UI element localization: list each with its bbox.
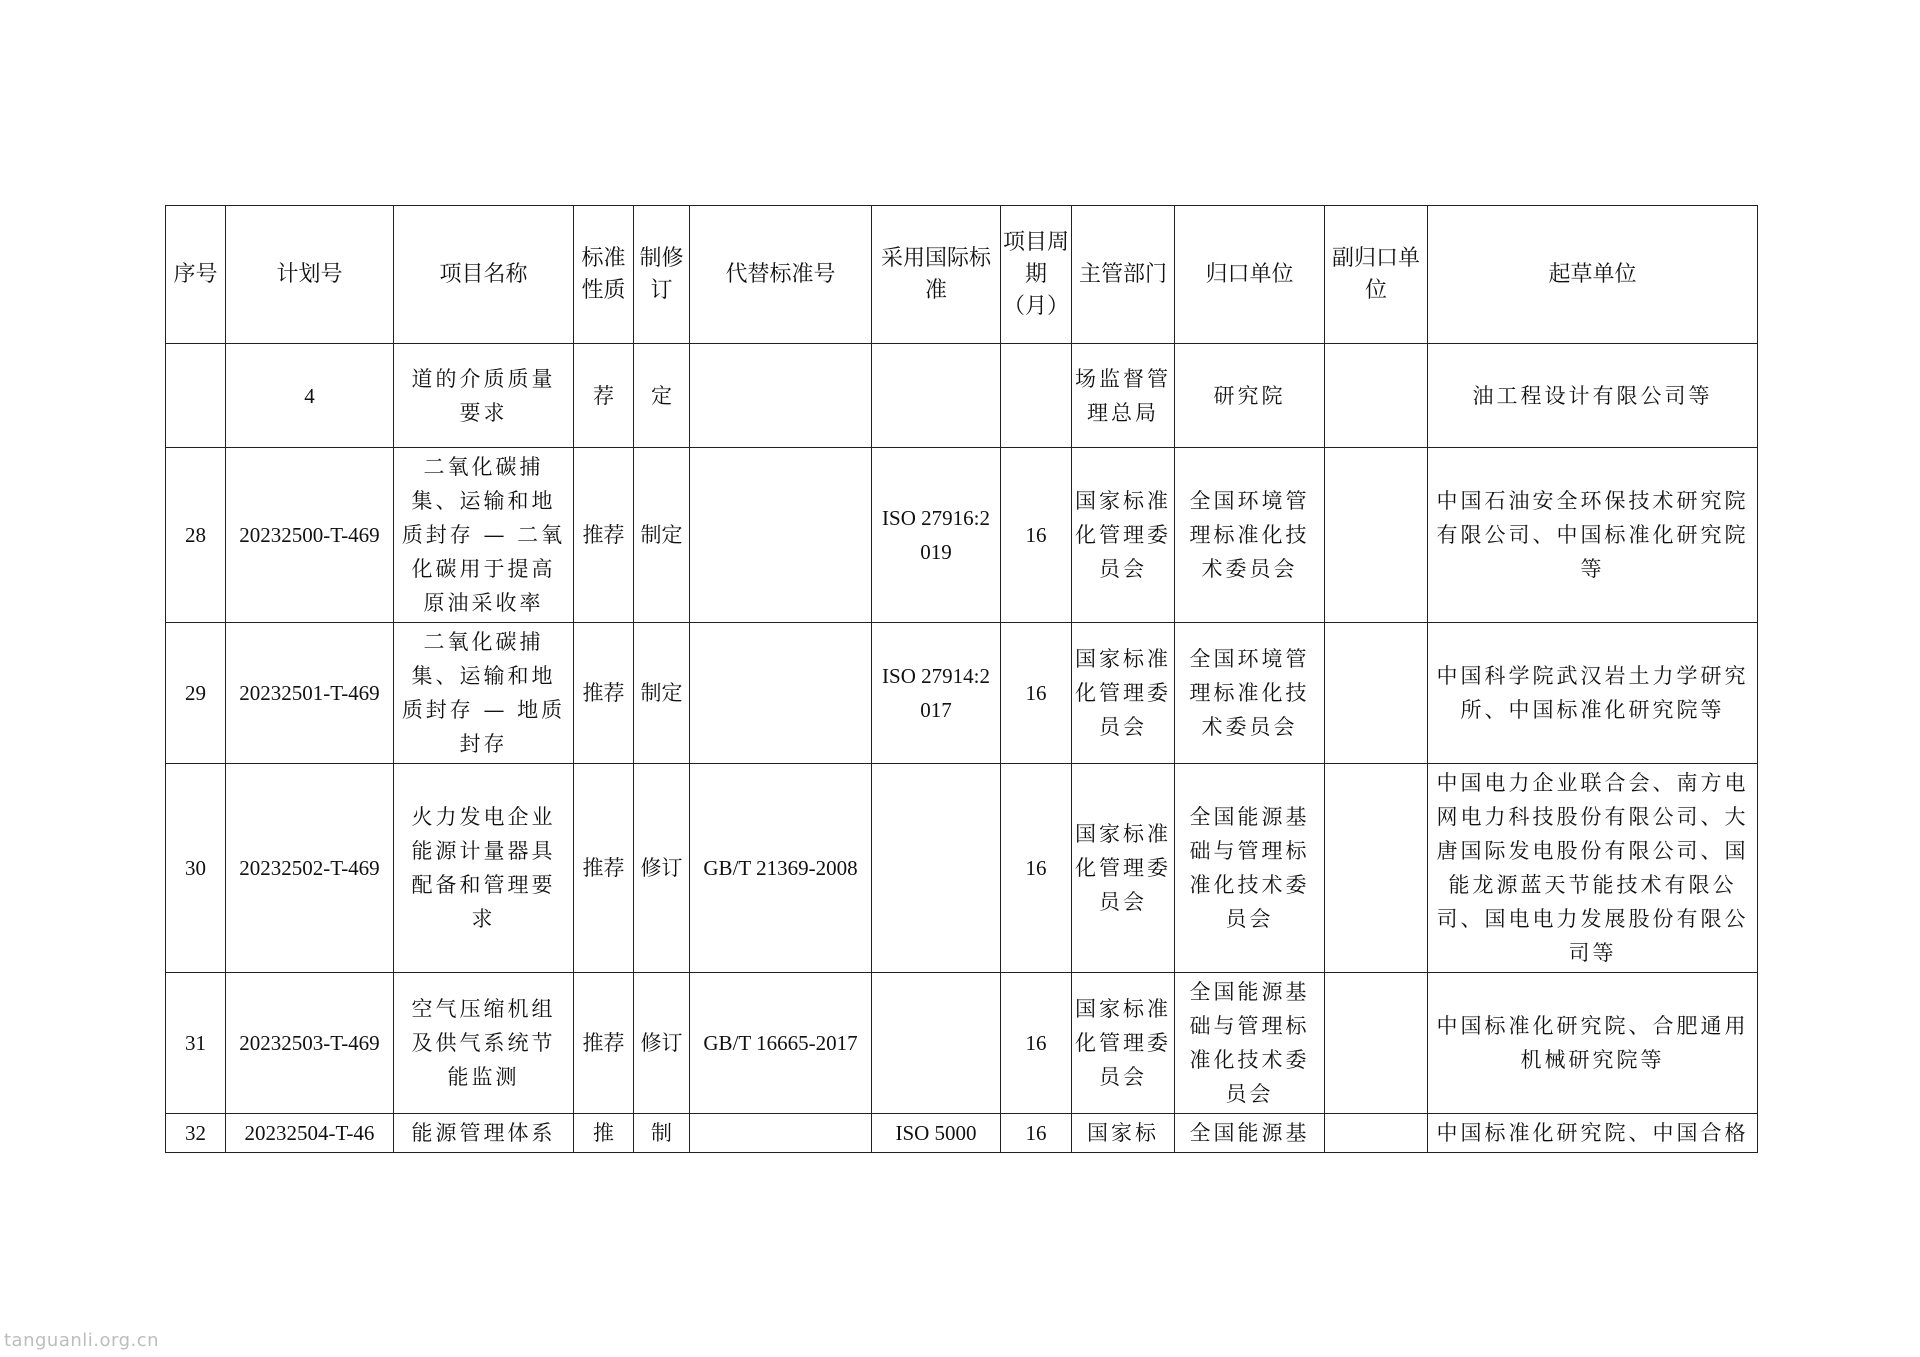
cell-sub-tc bbox=[1325, 344, 1428, 448]
cell-sub-tc bbox=[1325, 623, 1428, 764]
standards-plan-table bbox=[165, 205, 1758, 1153]
cell-project-name: 火力发电企业能源计量器具配备和管理要求 bbox=[394, 764, 574, 973]
cell-std-nature: 推荐 bbox=[574, 623, 634, 764]
header-intl-std: 采用国际标准 bbox=[872, 206, 1001, 344]
cell-std-nature: 荐 bbox=[574, 344, 634, 448]
cell-replaced-std bbox=[690, 623, 872, 764]
cell-tc: 全国环境管理标准化技术委员会 bbox=[1175, 623, 1325, 764]
cell-sub-tc bbox=[1325, 973, 1428, 1114]
cell-authority: 国家标准化管理委员会 bbox=[1072, 764, 1175, 973]
cell-period: 16 bbox=[1001, 623, 1072, 764]
header-revise: 制修订 bbox=[634, 206, 690, 344]
cell-seq: 29 bbox=[166, 623, 226, 764]
cell-period: 16 bbox=[1001, 764, 1072, 973]
cell-period: 16 bbox=[1001, 448, 1072, 623]
cell-authority: 国家标准化管理委员会 bbox=[1072, 973, 1175, 1114]
cell-tc: 研究院 bbox=[1175, 344, 1325, 448]
cell-tc: 全国能源基 bbox=[1175, 1114, 1325, 1153]
cell-seq: 32 bbox=[166, 1114, 226, 1153]
header-authority: 主管部门 bbox=[1072, 206, 1175, 344]
cell-replaced-std: GB/T 21369-2008 bbox=[690, 764, 872, 973]
table-row bbox=[166, 973, 1758, 1114]
cell-project-name: 空气压缩机组及供气系统节能监测 bbox=[394, 973, 574, 1114]
cell-plan-no: 20232501-T-469 bbox=[226, 623, 394, 764]
cell-intl-std bbox=[872, 344, 1001, 448]
cell-intl-std bbox=[872, 764, 1001, 973]
cell-tc: 全国能源基础与管理标准化技术委员会 bbox=[1175, 973, 1325, 1114]
cell-revise: 制定 bbox=[634, 623, 690, 764]
cell-std-nature: 推荐 bbox=[574, 448, 634, 623]
cell-std-nature: 推荐 bbox=[574, 973, 634, 1114]
cell-std-nature: 推荐 bbox=[574, 764, 634, 973]
table-row bbox=[166, 764, 1758, 973]
table-row bbox=[166, 623, 1758, 764]
cell-revise: 定 bbox=[634, 344, 690, 448]
cell-plan-no: 20232500-T-469 bbox=[226, 448, 394, 623]
cell-sub-tc bbox=[1325, 448, 1428, 623]
cell-seq: 31 bbox=[166, 973, 226, 1114]
header-std-nature: 标准性质 bbox=[574, 206, 634, 344]
cell-authority: 国家标准化管理委员会 bbox=[1072, 623, 1175, 764]
cell-project-name: 道的介质质量要求 bbox=[394, 344, 574, 448]
cell-replaced-std bbox=[690, 1114, 872, 1153]
cell-drafter: 中国电力企业联合会、南方电网电力科技股份有限公司、大唐国际发电股份有限公司、国能龙源蓝天节能技术有限公司、国电电力发展股份有限公司等 bbox=[1428, 764, 1758, 973]
cell-intl-std: ISO 27914:2017 bbox=[872, 623, 1001, 764]
cell-intl-std bbox=[872, 973, 1001, 1114]
cell-period: 16 bbox=[1001, 973, 1072, 1114]
cell-project-name: 能源管理体系 bbox=[394, 1114, 574, 1153]
cell-drafter: 中国石油安全环保技术研究院有限公司、中国标准化研究院等 bbox=[1428, 448, 1758, 623]
table-row bbox=[166, 448, 1758, 623]
cell-tc: 全国能源基础与管理标准化技术委员会 bbox=[1175, 764, 1325, 973]
cell-replaced-std bbox=[690, 448, 872, 623]
cell-revise: 制 bbox=[634, 1114, 690, 1153]
cell-revise: 修订 bbox=[634, 764, 690, 973]
cell-drafter: 中国标准化研究院、中国合格 bbox=[1428, 1114, 1758, 1153]
header-row bbox=[166, 206, 1758, 344]
cell-intl-std: ISO 27916:2019 bbox=[872, 448, 1001, 623]
cell-sub-tc bbox=[1325, 764, 1428, 973]
site-watermark: tanguanli.org.cn bbox=[4, 1330, 160, 1351]
header-sub-tc: 副归口单位 bbox=[1325, 206, 1428, 344]
cell-tc: 全国环境管理标准化技术委员会 bbox=[1175, 448, 1325, 623]
cell-authority: 国家标 bbox=[1072, 1114, 1175, 1153]
cell-authority: 场监督管理总局 bbox=[1072, 344, 1175, 448]
header-period: 项目周期（月） bbox=[1001, 206, 1072, 344]
header-replaced-std: 代替标准号 bbox=[690, 206, 872, 344]
cell-std-nature: 推 bbox=[574, 1114, 634, 1153]
cell-plan-no: 20232502-T-469 bbox=[226, 764, 394, 973]
cell-sub-tc bbox=[1325, 1114, 1428, 1153]
cell-period: 16 bbox=[1001, 1114, 1072, 1153]
cell-drafter: 中国科学院武汉岩土力学研究所、中国标准化研究院等 bbox=[1428, 623, 1758, 764]
cell-plan-no: 20232504-T-46 bbox=[226, 1114, 394, 1153]
cell-intl-std: ISO 5000 bbox=[872, 1114, 1001, 1153]
cell-seq: 28 bbox=[166, 448, 226, 623]
header-project-name: 项目名称 bbox=[394, 206, 574, 344]
cell-replaced-std bbox=[690, 344, 872, 448]
table-row-continuation bbox=[166, 344, 1758, 448]
cell-plan-no: 20232503-T-469 bbox=[226, 973, 394, 1114]
cell-project-name: 二氧化碳捕集、运输和地质封存 — 二氧化碳用于提高原油采收率 bbox=[394, 448, 574, 623]
header-drafter: 起草单位 bbox=[1428, 206, 1758, 344]
cell-drafter: 油工程设计有限公司等 bbox=[1428, 344, 1758, 448]
document-page bbox=[165, 205, 1757, 1153]
cell-replaced-std: GB/T 16665-2017 bbox=[690, 973, 872, 1114]
cell-seq: 30 bbox=[166, 764, 226, 973]
cell-revise: 制定 bbox=[634, 448, 690, 623]
header-seq: 序号 bbox=[166, 206, 226, 344]
cell-drafter: 中国标准化研究院、合肥通用机械研究院等 bbox=[1428, 973, 1758, 1114]
cell-seq bbox=[166, 344, 226, 448]
cell-revise: 修订 bbox=[634, 973, 690, 1114]
cell-project-name: 二氧化碳捕集、运输和地质封存 — 地质封存 bbox=[394, 623, 574, 764]
header-tc: 归口单位 bbox=[1175, 206, 1325, 344]
cell-authority: 国家标准化管理委员会 bbox=[1072, 448, 1175, 623]
header-plan-no: 计划号 bbox=[226, 206, 394, 344]
table-row-truncated bbox=[166, 1114, 1758, 1153]
cell-plan-no: 4 bbox=[226, 344, 394, 448]
cell-period bbox=[1001, 344, 1072, 448]
